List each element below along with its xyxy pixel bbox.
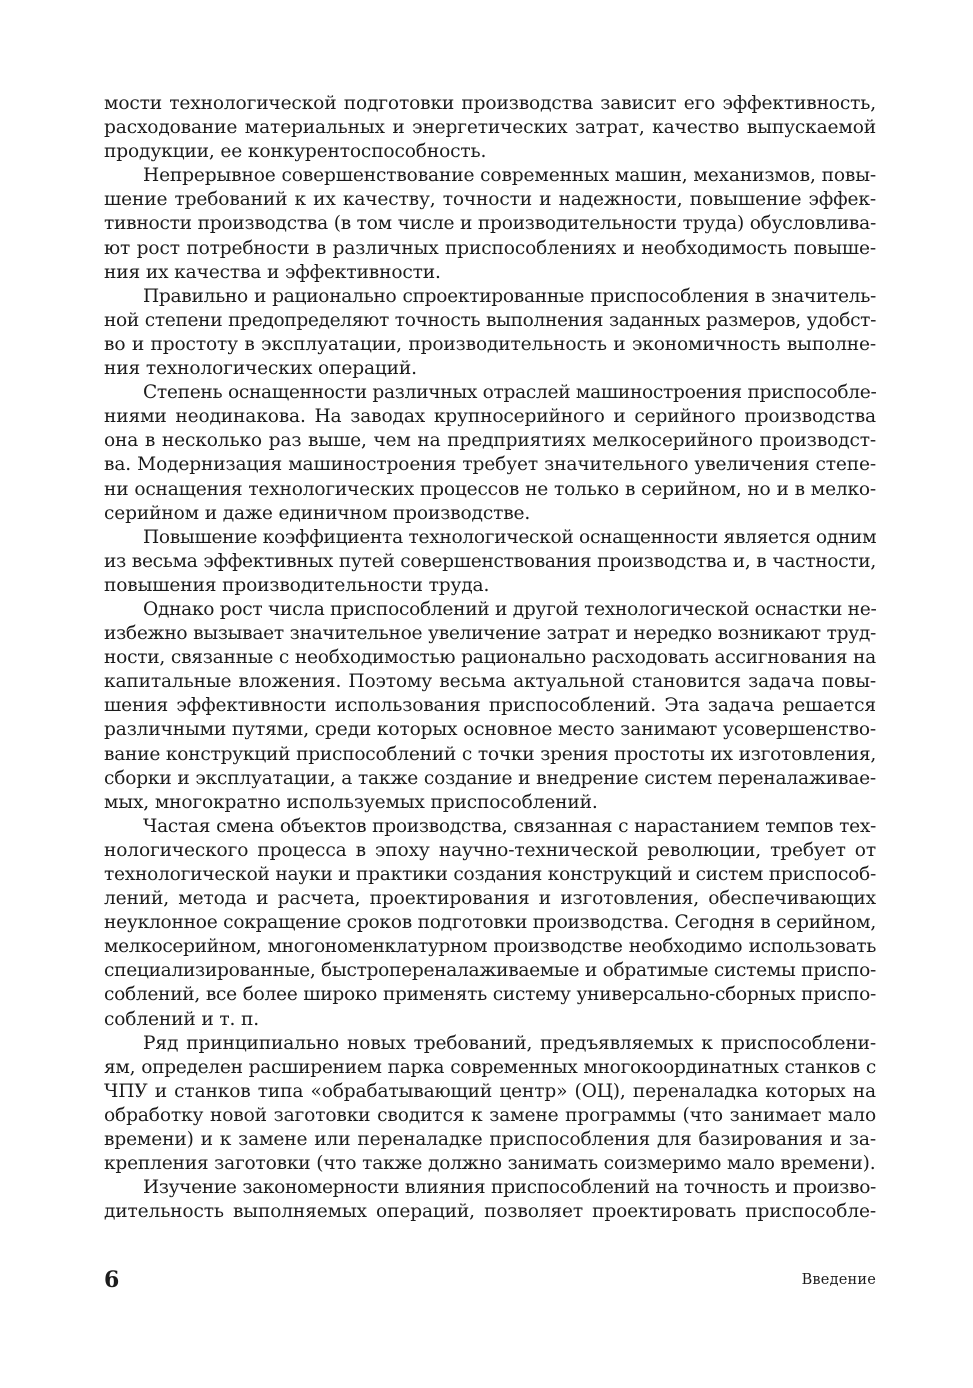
text-line: крепления заготовки (что также должно занимать соизмеримо мало времени).: [104, 1153, 876, 1175]
text-line: ной степени предопределяют точность выполнения заданных размеров, удобст-: [104, 309, 876, 331]
text-line: специализированные, быстропереналаживаемые и обратимые системы приспо-: [104, 960, 876, 982]
text-line: сборки и эксплуатации, а также создание и внедрение систем переналаживае-: [104, 767, 876, 789]
text-line: шения эффективности использования приспособлений. Эта задача решается: [104, 695, 876, 717]
text-line: повышения производительности труда.: [104, 574, 490, 596]
text-line: мости технологической подготовки производства зависит его эффективность,: [104, 93, 876, 114]
paragraph: [104, 1176, 876, 1224]
text-line: серийном и даже единичном производстве.: [104, 502, 531, 524]
text-line: ния технологических операций.: [104, 358, 417, 380]
text-line: шение требований к их качеству, точности и надежности, повышение эффек-: [104, 189, 876, 211]
text-line: Правильно и рационально спроектированные приспособления в значитель-: [143, 285, 876, 307]
text-line: мых, многократно используемых приспособлений.: [104, 791, 598, 813]
page-number: 6: [104, 1267, 120, 1293]
text-line: дительность выполняемых операций, позволяет проектировать приспособле-: [104, 1201, 876, 1223]
text-line: мелкосерийном, многономенклатурном производстве необходимо использовать: [104, 936, 876, 958]
text-line: она в несколько раз выше, чем на предприятиях мелкосерийного производст-: [104, 430, 876, 452]
text-line: ЧПУ и станков типа «обрабатывающий центр» (ОЦ), переналадка которых на: [104, 1080, 876, 1102]
text-line: соблений и т. п.: [104, 1008, 260, 1030]
text-line: Однако рост числа приспособлений и другой технологической оснастки не-: [143, 598, 876, 620]
text-line: Степень оснащенности различных отраслей машиностроения приспособле-: [143, 382, 876, 404]
paragraph: [104, 381, 876, 526]
text-line: лений, метода и расчета, проектирования и изготовления, обеспечивающих: [104, 888, 876, 910]
page-body: [104, 92, 876, 1224]
text-line: капитальные вложения. Поэтому весьма актуальной становится задача повы-: [104, 671, 876, 693]
text-line: Непрерывное совершенствование современных машин, механизмов, повы-: [143, 165, 876, 187]
running-title: Введение: [801, 1272, 876, 1288]
paragraph: [104, 1032, 876, 1177]
text-line: вание конструкций приспособлений с точки зрения простоты их изготовления,: [104, 743, 876, 765]
text-line: тивности производства (в том числе и производительности труда) обусловлива-: [104, 213, 876, 235]
text-line: ют рост потребности в различных приспособлениях и необходимость повыше-: [104, 237, 876, 259]
paragraph: [104, 164, 876, 284]
text-line: Изучение закономерности влияния приспособлений на точность и произво-: [143, 1177, 876, 1199]
text-line: соблений, все более широко применять систему универсально-сборных приспо-: [104, 984, 876, 1006]
text-line: ни оснащения технологических процессов не только в серийном, но и в мелко-: [104, 478, 876, 500]
text-line: Частая смена объектов производства, связанная с нарастанием темпов тех-: [143, 815, 876, 837]
paragraph: [104, 285, 876, 381]
text-line: времени) и к замене или переналадке приспособления для базирования и за-: [104, 1129, 876, 1151]
text-line: продукции, ее конкурентоспособность.: [104, 141, 487, 163]
text-line: технологической науки и практики создания конструкций и систем приспособ-: [104, 864, 876, 885]
text-line: расходование материальных и энергетических затрат, качество выпускаемой: [104, 117, 876, 139]
text-line: ям, определен расширением парка современных многокоординатных станков с: [104, 1056, 876, 1078]
text-line: неуклонное сокращение сроков подготовки производства. Сегодня в серийном,: [104, 912, 876, 934]
page-footer: [104, 1266, 876, 1296]
paragraph: [104, 598, 876, 815]
text-line: различными путями, среди которых основное место занимают усовершенство-: [104, 719, 876, 741]
paragraph: [104, 92, 876, 164]
paragraph: [104, 526, 876, 598]
text-line: Повышение коэффициента технологической оснащенности является одним: [143, 526, 876, 548]
text-line: ниями неодинакова. На заводах крупносерийного и серийного производства: [104, 406, 876, 428]
text-line: ния их качества и эффективности.: [104, 261, 441, 283]
text-line: из весьма эффективных путей совершенствования производства и, в частности,: [104, 550, 876, 572]
paragraph: [104, 815, 876, 1032]
text-line: нологического процесса в эпоху научно-технической революции, требует от: [104, 839, 876, 861]
text-line: обработку новой заготовки сводится к замене программы (что занимает мало: [104, 1104, 876, 1126]
text-line: Ряд принципиально новых требований, предъявляемых к приспособлени-: [143, 1032, 876, 1054]
text-line: ва. Модернизация машиностроения требует значительного увеличения степе-: [104, 454, 876, 476]
text-line: во и простоту в эксплуатации, производительность и экономичность выполне-: [104, 333, 876, 355]
text-line: ности, связанные с необходимостью рационально расходовать ассигнования на: [104, 647, 876, 669]
text-line: избежно вызывает значительное увеличение затрат и нередко возникают труд-: [104, 623, 876, 645]
